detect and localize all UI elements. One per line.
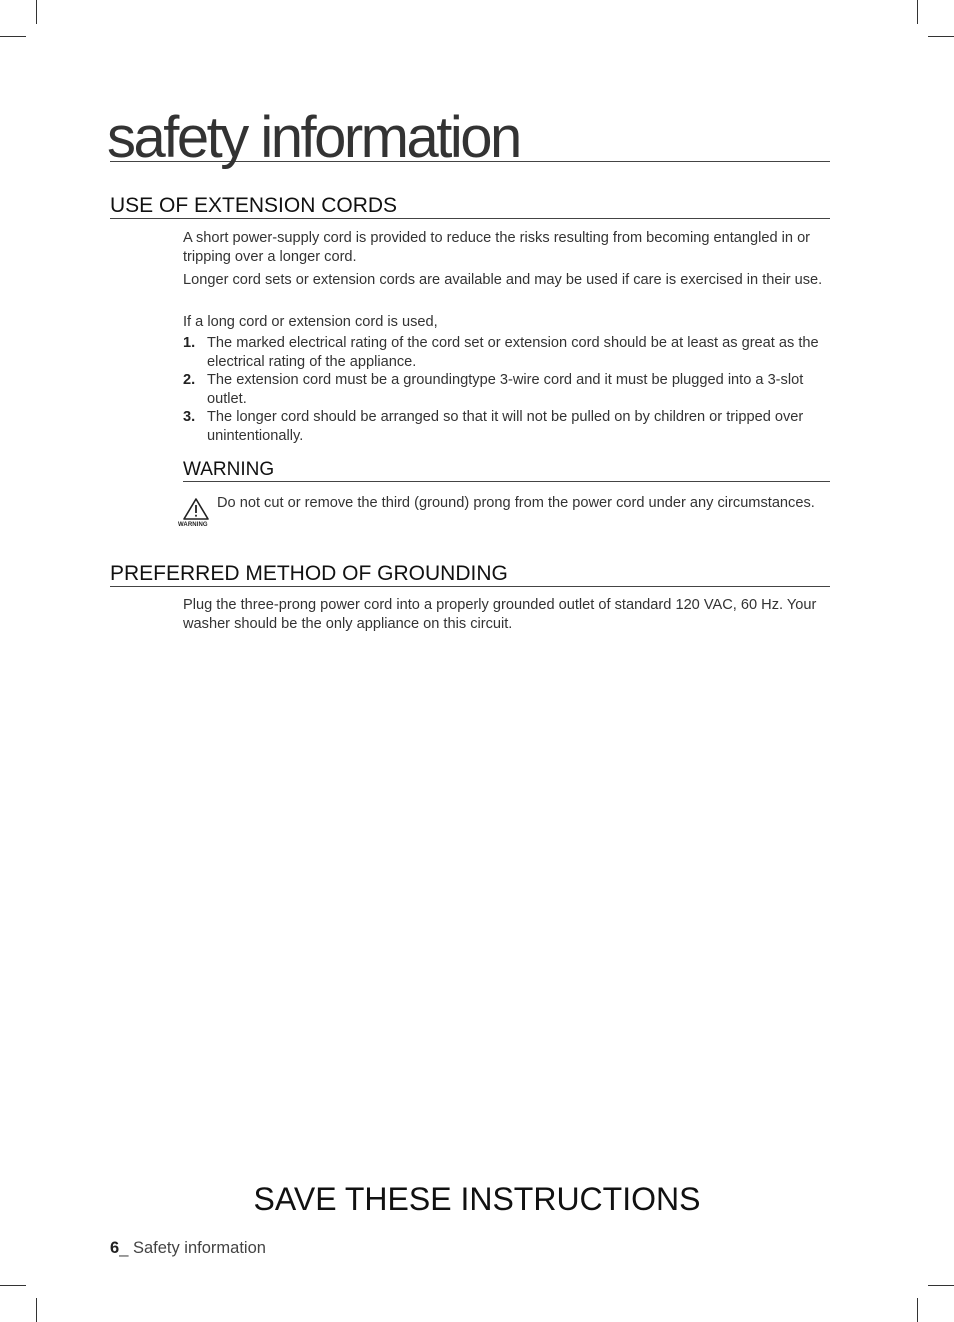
page-title: safety information xyxy=(107,105,520,170)
crop-mark xyxy=(0,1285,26,1286)
list-item xyxy=(183,334,831,371)
list-item xyxy=(183,408,831,445)
crop-mark xyxy=(917,0,918,24)
section-heading-grounding: PREFERRED METHOD OF GROUNDING xyxy=(110,563,830,587)
warning-heading: WARNING xyxy=(183,460,830,482)
paragraph: A short power-supply cord is provided to reduce the risks resulting from becoming entangled in or tripping over a longer cord. xyxy=(183,230,811,265)
paragraph: Longer cord sets or extension cords are available and may be used if care is exercised in their use. xyxy=(183,272,823,288)
paragraph: If a long cord or extension cord is used, xyxy=(183,314,438,330)
crop-mark xyxy=(0,36,26,37)
crop-mark xyxy=(917,1298,918,1322)
crop-mark xyxy=(928,36,954,37)
numbered-list xyxy=(183,334,831,445)
list-text: The marked electrical rating of the cord set or extension cord should be at least as great as the electrical rating of the appliance. xyxy=(207,335,819,370)
list-number: 3. xyxy=(183,409,196,425)
footer-label: _ Safety information xyxy=(119,1239,266,1257)
grounding-paragraph: Plug the three-prong power cord into a properly grounded outlet of standard 120 VAC, 60 Hz. Your washer should be the only appliance on this circuit. xyxy=(183,597,817,632)
crop-mark xyxy=(36,1298,37,1322)
crop-mark xyxy=(928,1285,954,1286)
section-heading-extension-cords: USE OF EXTENSION CORDS xyxy=(110,195,830,219)
list-number: 1. xyxy=(183,335,196,351)
save-instructions-heading: SAVE THESE INSTRUCTIONS xyxy=(253,1181,701,1217)
list-text: The extension cord must be a groundingtype 3-wire cord and it must be plugged into a 3-slot outlet. xyxy=(207,372,804,407)
list-item xyxy=(183,371,831,408)
crop-mark xyxy=(36,0,37,24)
list-text: The longer cord should be arranged so that it will not be pulled on by children or tripped over unintentionally. xyxy=(207,409,804,444)
warning-text: Do not cut or remove the third (ground) prong from the power cord under any circumstances. xyxy=(217,495,815,511)
page-title-rule xyxy=(107,105,830,170)
page-footer xyxy=(110,1240,266,1257)
list-number: 2. xyxy=(183,372,196,388)
page-number: 6 xyxy=(110,1239,120,1257)
warning-icon-label: WARNING xyxy=(178,522,208,528)
